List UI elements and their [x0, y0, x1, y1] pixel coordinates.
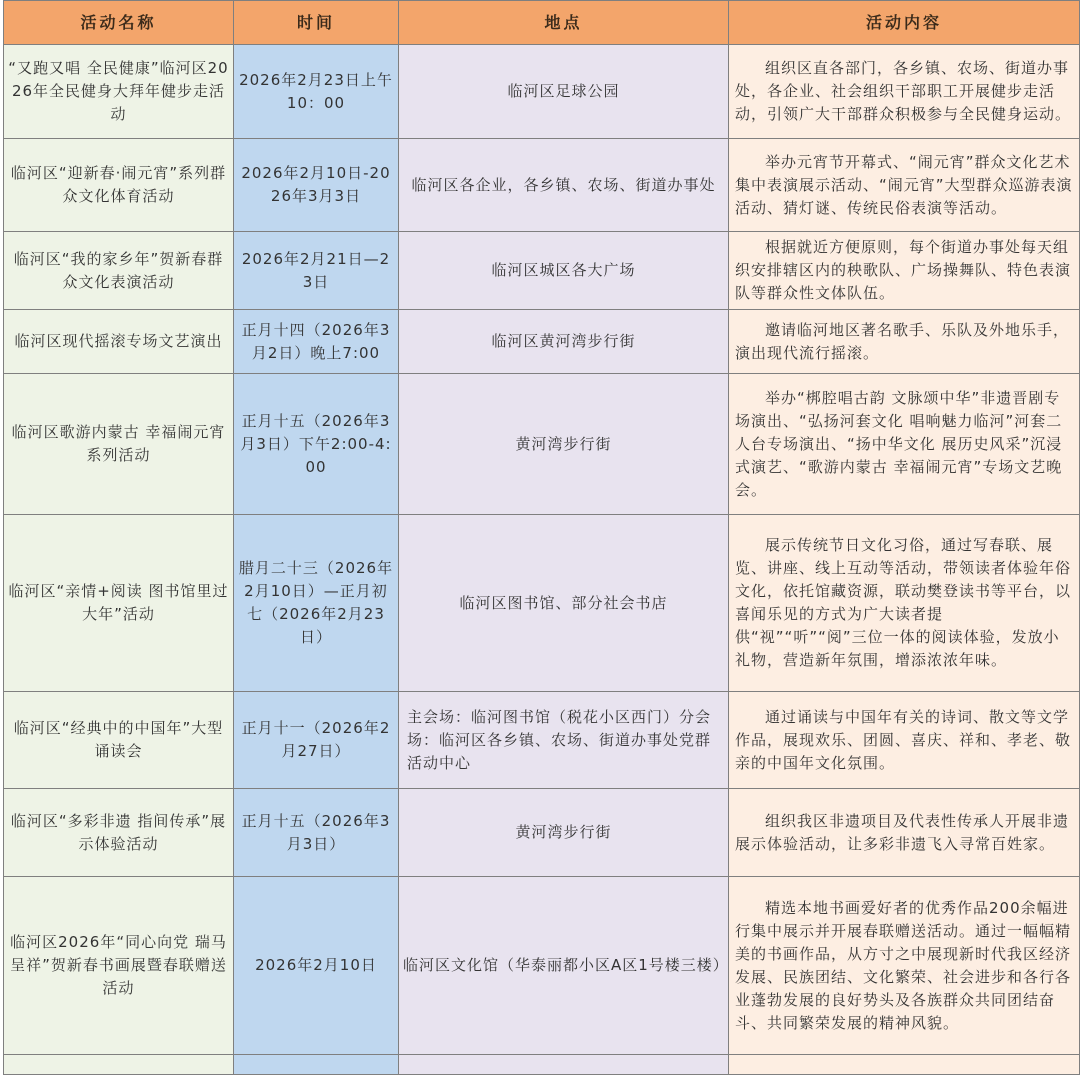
header-place: 地点 [399, 1, 729, 45]
activity-name-cell: 临河区歌游内蒙古 幸福闹元宵系列活动 [4, 374, 234, 515]
activity-name-cell: 临河区2026年“同心向党 瑞马呈祥”贺新春书画展暨春联赠送活动 [4, 877, 234, 1055]
place-cell: 黄河湾步行街 [399, 374, 729, 515]
activity-table [3, 0, 1080, 1075]
place-cell: 黄河湾步行街 [399, 789, 729, 877]
table-header-row [4, 1, 1080, 45]
content-cell: 组织我区非遗项目及代表性传承人开展非遗展示体验活动，让多彩非遗飞入寻常百姓家。 [729, 789, 1080, 877]
content-cell: 展示传统节日文化习俗，通过写春联、展览、讲座、线上互动等活动，带领读者体验年俗文化，依托馆藏资源，联动樊登读书等平台，以喜闻乐见的方式为广大读者提供“视”“听”“阅”三位一体的阅读体验，发放小礼物，营造新年氛围，增添浓浓年味。 [729, 515, 1080, 692]
content-cell: 通过诵读与中国年有关的诗词、散文等文学作品，展现欢乐、团圆、喜庆、祥和、孝老、敬亲的中国年文化氛围。 [729, 692, 1080, 789]
activity-name-cell: 临河区“多彩非遗 指间传承”展示体验活动 [4, 789, 234, 877]
place-cell: 临河区文化馆（华泰丽都小区A区1号楼三楼） [399, 877, 729, 1055]
time-cell: 正月十五（2026年3月3日）下午2:00-4:00 [234, 374, 399, 515]
header-activity-name: 活动名称 [4, 1, 234, 45]
table-row [4, 692, 1080, 789]
table-row [4, 374, 1080, 515]
time-cell: 正月十四（2026年3月2日）晚上7:00 [234, 310, 399, 374]
table-row [4, 789, 1080, 877]
time-cell: 正月十五（2026年3月3日） [234, 789, 399, 877]
place-cell: 临河区黄河湾步行街 [399, 310, 729, 374]
activity-name-cell: 临河区“我的家乡年”贺新春群众文化表演活动 [4, 232, 234, 310]
activity-name-cell: “又跑又唱 全民健康”临河区2026年全民健身大拜年健步走活动 [4, 45, 234, 139]
content-cell: 精选本地书画爱好者的优秀作品200余幅进行集中展示并开展春联赠送活动。通过一幅幅精美的书画作品，从方寸之中展现新时代我区经济发展、民族团结、文化繁荣、社会进步和各行各业蓬勃发展的良好势头及各族群众共同团结奋斗、共同繁荣发展的精神风貌。 [729, 877, 1080, 1055]
place-cell: 临河区图书馆、部分社会书店 [399, 515, 729, 692]
content-cell: 举办元宵节开幕式、“闹元宵”群众文化艺术集中表演展示活动、“闹元宵”大型群众巡游表演活动、猜灯谜、传统民俗表演等活动。 [729, 139, 1080, 232]
time-cell: 腊月二十三（2026年2月10日）—正月初七（2026年2月23日） [234, 515, 399, 692]
content-cell: 根据就近方便原则，每个街道办事处每天组织安排辖区内的秧歌队、广场操舞队、特色表演队等群众性文体队伍。 [729, 232, 1080, 310]
time-cell: 2026年2月21日—23日 [234, 232, 399, 310]
table-row [4, 310, 1080, 374]
header-content: 活动内容 [729, 1, 1080, 45]
time-cell: 2026年2月10日 [234, 877, 399, 1055]
time-cell: 2026年2月23日上午10：00 [234, 45, 399, 139]
place-cell: 临河区城区各大广场 [399, 232, 729, 310]
content-cell: 邀请临河地区著名歌手、乐队及外地乐手，演出现代流行摇滚。 [729, 310, 1080, 374]
content-cell: 举办“梆腔唱古韵 文脉颂中华”非遗晋剧专场演出、“弘扬河套文化 唱响魅力临河”河套二人台专场演出、“扬中华文化 展历史风采”沉浸式演艺、“歌游内蒙古 幸福闹元宵”专场文艺晚会。 [729, 374, 1080, 515]
activity-name-cell: 临河区“经典中的中国年”大型诵读会 [4, 692, 234, 789]
place-cell: 临河区各企业，各乡镇、农场、街道办事处 [399, 139, 729, 232]
time-cell: 2026年2月10日-2026年3月3日 [234, 139, 399, 232]
table-row [4, 877, 1080, 1055]
table-row [4, 232, 1080, 310]
table-row [4, 139, 1080, 232]
place-cell: 主会场：临河图书馆（税花小区西门）分会场：临河区各乡镇、农场、街道办事处党群活动中心 [399, 692, 729, 789]
place-cell: 临河区足球公园 [399, 45, 729, 139]
time-cell: 正月十一（2026年2月27日） [234, 692, 399, 789]
activity-name-cell: 临河区“迎新春·闹元宵”系列群众文化体育活动 [4, 139, 234, 232]
table-row [4, 45, 1080, 139]
table-row [4, 515, 1080, 692]
header-time: 时间 [234, 1, 399, 45]
content-cell: 组织区直各部门，各乡镇、农场、街道办事处，各企业、社会组织干部职工开展健步走活动，引领广大干部群众积极参与全民健身运动。 [729, 45, 1080, 139]
activity-name-cell: 临河区现代摇滚专场文艺演出 [4, 310, 234, 374]
activity-name-cell: 临河区“亲情+阅读 图书馆里过大年”活动 [4, 515, 234, 692]
